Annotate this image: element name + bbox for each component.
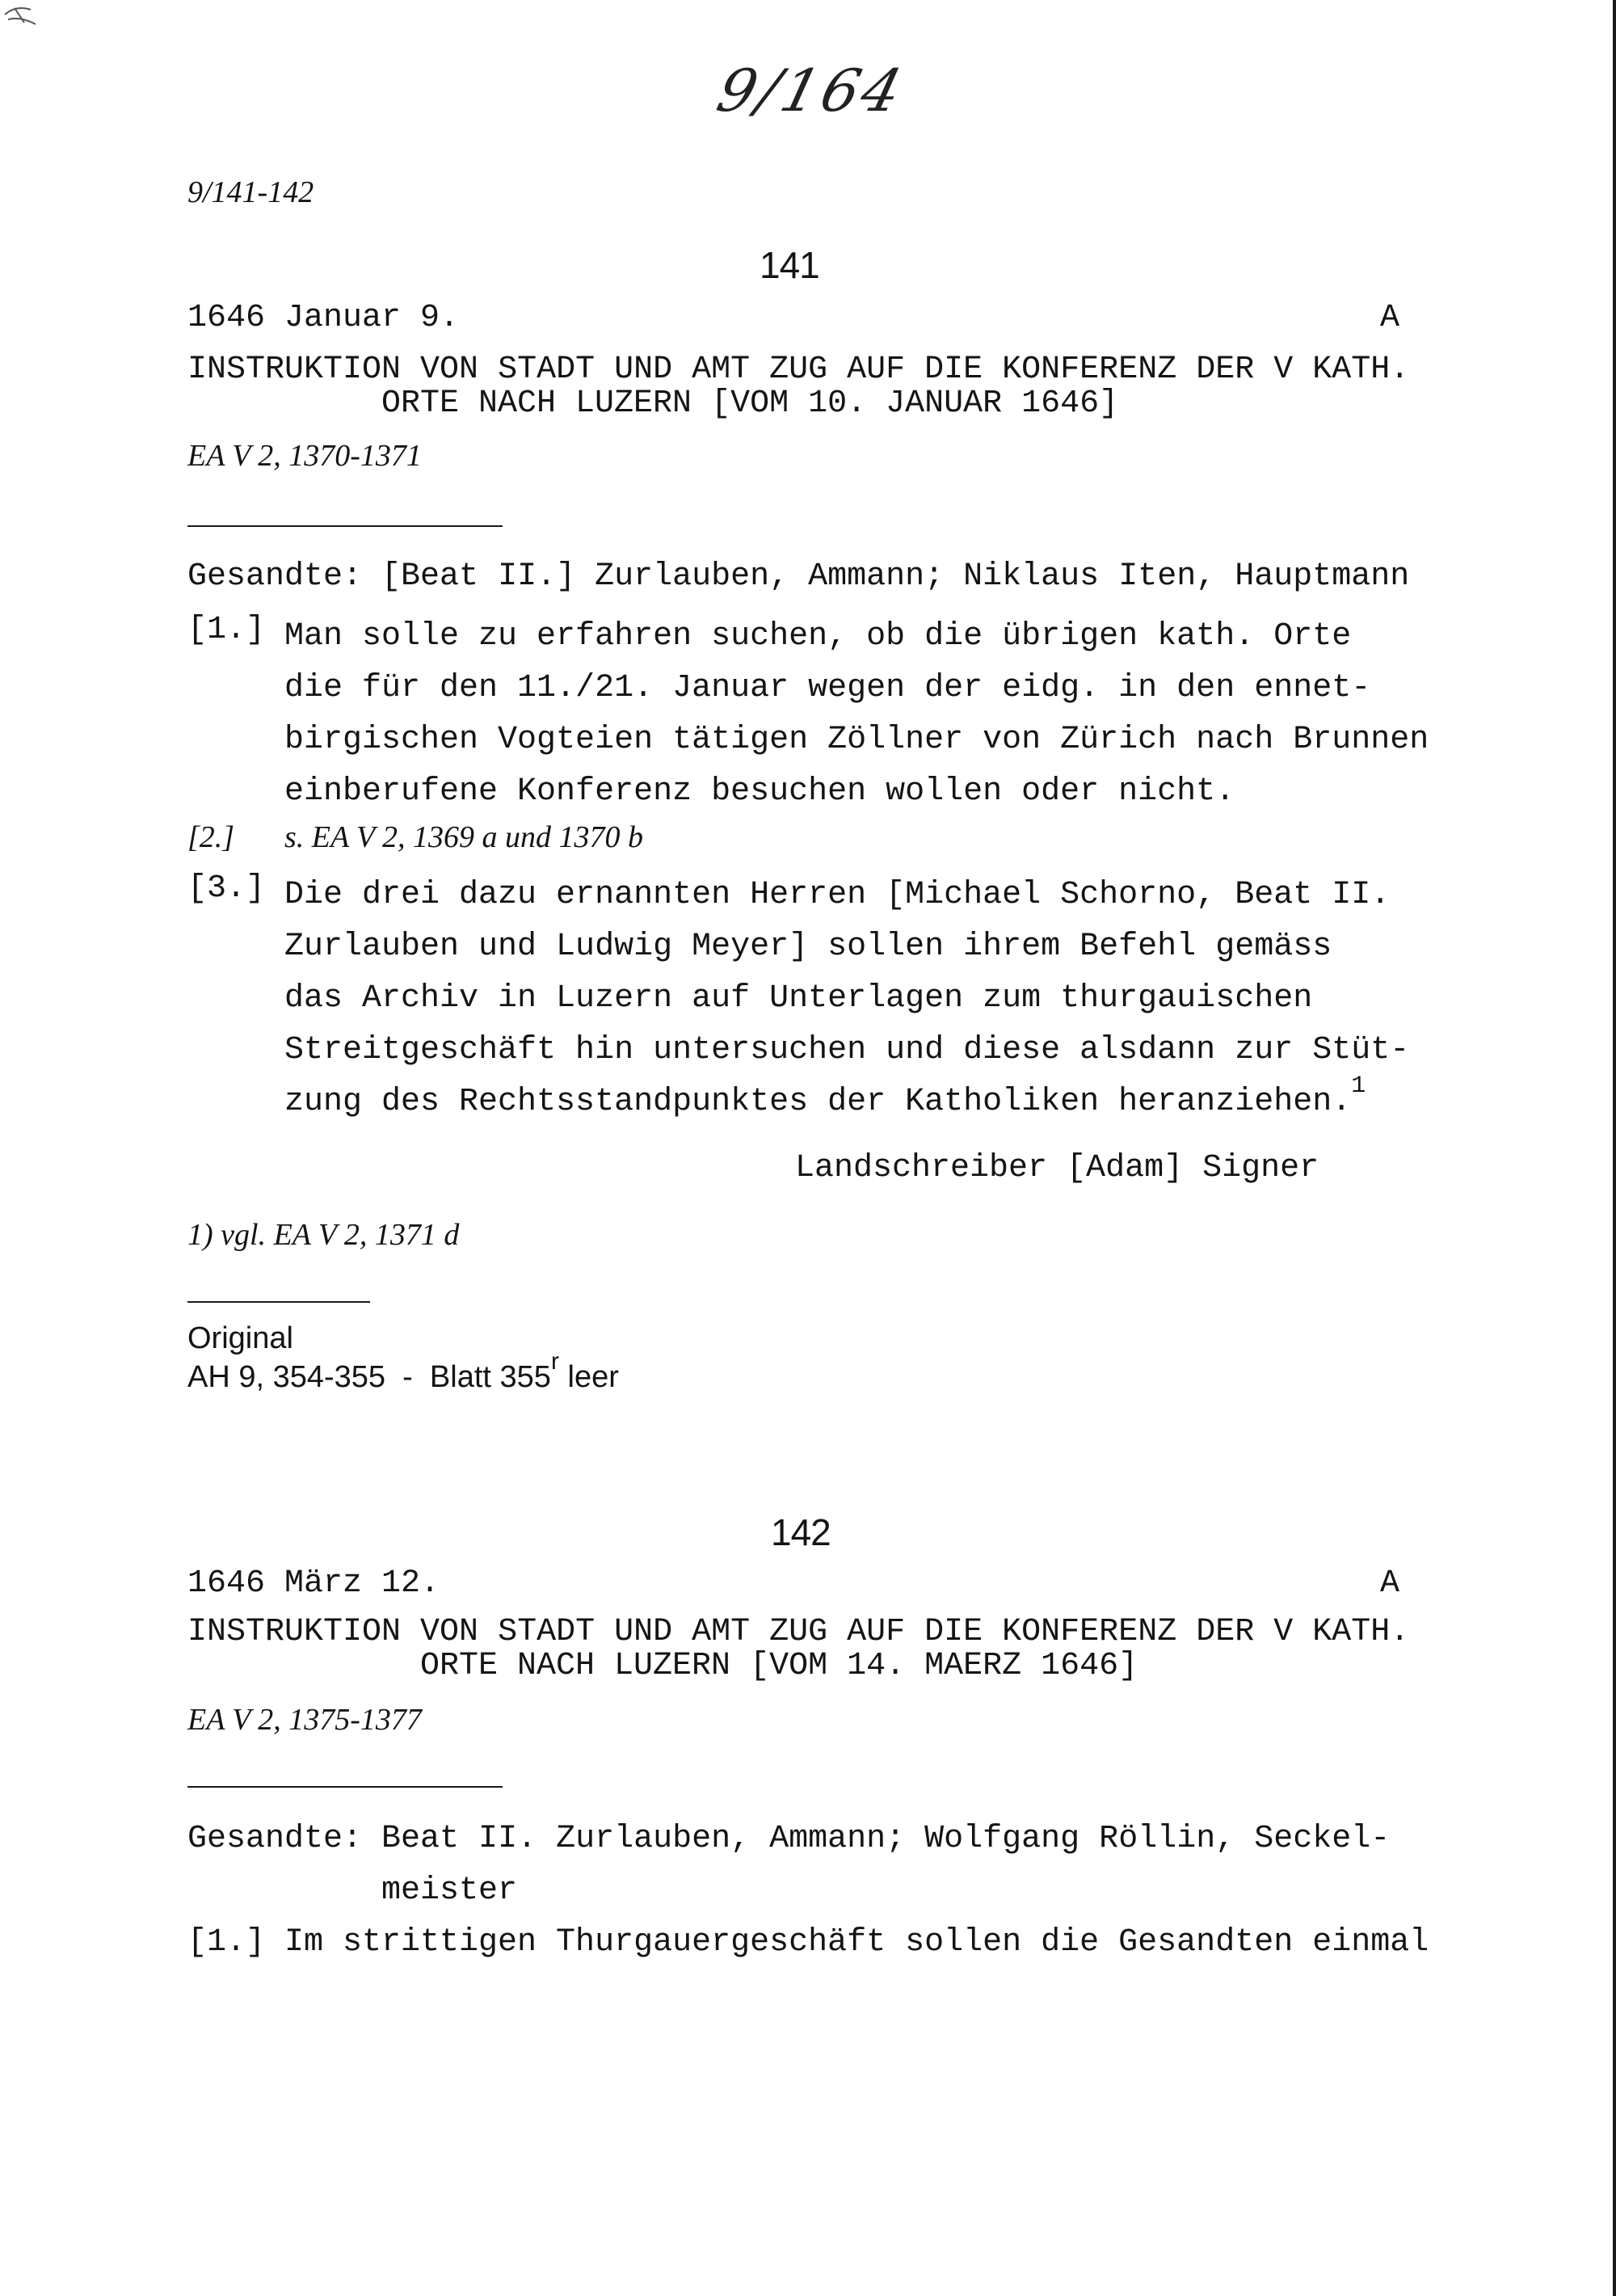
archive-tail: leer <box>558 1360 619 1394</box>
doc-number: 141 <box>760 244 819 286</box>
item-text: Im strittigen Thurgauergeschäft sollen die Gesandten einmal <box>284 1924 1429 1961</box>
envoys-line2: meister <box>381 1873 518 1909</box>
item-line: birgischen Vogteien tätigen Zöllner von Zürich nach Brunnen <box>284 722 1429 758</box>
scan-corner-mark <box>0 0 73 48</box>
footnote-marker: 1 <box>1351 1072 1366 1100</box>
page-edge <box>1613 0 1616 2296</box>
envoys: Gesandte: [Beat II.] Zurlauben, Ammann; Niklaus Iten, Hauptmann <box>187 558 1410 595</box>
item-line: Die drei dazu ernannten Herren [Michael Schorno, Beat II. <box>284 877 1391 913</box>
item-line: Zurlauben und Ludwig Meyer] sollen ihrem Befehl gemäss <box>284 929 1332 965</box>
doc-letter: A <box>1380 1565 1400 1602</box>
archive-reference <box>187 1348 619 1399</box>
doc-date: 1646 Januar 9. <box>187 300 460 336</box>
doc-title-line1: INSTRUKTION VON STADT UND AMT ZUG AUF DIE KONFERENZ DER V KATH. <box>187 352 1410 388</box>
doc-title-line2: ORTE NACH LUZERN [VOM 14. MAERZ 1646] <box>420 1648 1138 1684</box>
envoys-line1: Gesandte: Beat II. Zurlauben, Ammann; Wolfgang Röllin, Seckel- <box>187 1821 1391 1857</box>
item-line: Streitgeschäft hin untersuchen und diese alsdann zur Stüt- <box>284 1032 1410 1068</box>
item-line: das Archiv in Luzern auf Unterlagen zum thurgauischen <box>284 980 1313 1017</box>
divider <box>187 525 503 527</box>
handwritten-reference: 9/164 <box>710 57 911 124</box>
archive-ref-text: AH 9, 354-355 - Blatt 355 <box>187 1360 551 1394</box>
doc-title-line1: INSTRUKTION VON STADT UND AMT ZUG AUF DIE KONFERENZ DER V KATH. <box>187 1614 1410 1650</box>
item-line: einberufene Konferenz besuchen wollen oder nicht. <box>284 773 1235 810</box>
page-reference: 9/141-142 <box>187 175 314 209</box>
signature: Landschreiber [Adam] Signer <box>795 1150 1319 1186</box>
doc-title-line2: ORTE NACH LUZERN [VOM 10. JANUAR 1646] <box>381 385 1119 422</box>
doc-source: EA V 2, 1370-1371 <box>187 439 422 473</box>
doc-source: EA V 2, 1375-1377 <box>187 1703 422 1737</box>
item-number: [3.] <box>187 870 266 907</box>
item-line: die für den 11./21. Januar wegen der eidg. in den ennet- <box>284 670 1371 706</box>
doc-date: 1646 März 12. <box>187 1565 440 1602</box>
item-number: [1.] <box>187 612 266 648</box>
footnote: 1) vgl. EA V 2, 1371 d <box>187 1218 460 1252</box>
item-line: zung des Rechtsstandpunktes der Katholiken heranziehen. <box>284 1084 1352 1120</box>
item-line: Man solle zu erfahren suchen, ob die übrigen kath. Orte <box>284 618 1352 655</box>
doc-letter: A <box>1380 300 1400 336</box>
divider <box>187 1301 370 1303</box>
original-label: Original <box>187 1321 293 1355</box>
item-text: s. EA V 2, 1369 a und 1370 b <box>284 820 644 854</box>
item-text <box>284 611 1429 818</box>
item-number: [1.] <box>187 1924 266 1961</box>
divider <box>187 1786 503 1788</box>
item-number: [2.] <box>187 820 235 854</box>
doc-number: 142 <box>771 1511 831 1553</box>
archive-sup: r <box>550 1348 559 1375</box>
item-text <box>284 870 1409 1130</box>
